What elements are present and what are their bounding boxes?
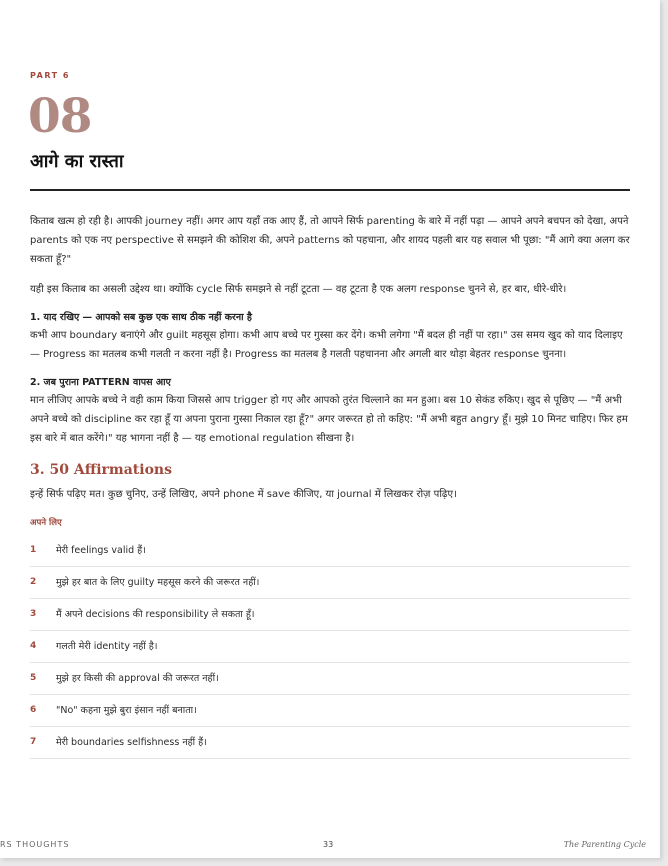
list-item-number: 3: [30, 609, 37, 619]
footer-running-head: RS THOUGHTS: [0, 840, 70, 849]
list-item: [30, 631, 630, 663]
affirmations-list-label: अपने लिए: [30, 518, 62, 528]
point-1-body: कभी आप boundary बनाएंगे और guilt महसूस होगा। कभी आप बच्चे पर गुस्सा कर देंगे। कभी लगेगा "मैं बदल ही नहीं पा रहा।" उस समय खुद को याद दिलाइए — Progress का मतलब कभी गलती न करना नहीं है। Progress का मतलब है गलती पहचानना और अगली बार थोड़ा बेहतर response चुनना।: [30, 330, 623, 360]
list-item: [30, 663, 630, 695]
list-item-text: मैं अपने decisions की responsibility ले सकता हूँ।: [56, 609, 255, 620]
list-item-number: 7: [30, 737, 37, 747]
page-footer: [0, 838, 660, 852]
point-2-heading: 2. जब पुराना PATTERN वापस आए: [30, 377, 171, 388]
list-item: [30, 599, 630, 631]
chapter-number: 08: [28, 89, 92, 144]
part-label: PART 6: [30, 71, 70, 80]
list-item-number: 6: [30, 705, 37, 715]
list-item: [30, 535, 630, 567]
chapter-title: आगे का रास्ता: [30, 151, 124, 172]
list-item-text: गलती मेरी identity नहीं है।: [56, 641, 158, 652]
point-1-heading: 1. याद रखिए — आपको सब कुछ एक साथ ठीक नहीं करना है: [30, 312, 252, 323]
footer-book-title: The Parenting Cycle: [563, 840, 646, 849]
list-item-text: मेरी boundaries selfishness नहीं हैं।: [56, 737, 207, 748]
affirmations-list: [30, 535, 630, 759]
chapter-body: [30, 212, 630, 759]
list-item-number: 1: [30, 545, 37, 555]
list-item-text: मुझे हर बात के लिए guilty महसूस करने की जरूरत नहीं।: [56, 577, 260, 588]
list-item-number: 4: [30, 641, 37, 651]
list-item: [30, 695, 630, 727]
list-item: [30, 567, 630, 599]
intro-paragraph-1: किताब खत्म हो रही है। आपकी journey नहीं। अगर आप यहाँ तक आए हैं, तो आपने सिर्फ parenting के बारे में नहीं पढ़ा — आपने अपने बचपन को देखा, अपने parents को एक नए perspective से समझने की कोशिश की, अपने patterns को पहचाना, और शायद पहली बार यह सवाल भी पूछा: "मैं आगे क्या अलग कर सकता हूँ?": [30, 216, 630, 265]
list-item: [30, 727, 630, 759]
page-number: 33: [323, 840, 334, 849]
point-2-body: मान लीजिए आपके बच्चे ने वही काम किया जिससे आप trigger हो गए और आपको तुरंत चिल्लाने का मन हुआ। बस 10 सेकंड रुकिए। खुद से पूछिए — "मैं अभी अपने बच्चे को discipline कर रहा हूँ या अपना पुराना गुस्सा निकाल रहा हूँ?" अगर जरूरत हो तो कहिए: "मैं अभी बहुत angry हूँ। मुझे 10 मिनट चाहिए। फिर हम इस बारे में बात करेंगे।" यह भागना नहीं है — यह emotional regulation सीखना है।: [30, 395, 628, 444]
title-divider: [30, 189, 630, 191]
list-item-number: 5: [30, 673, 37, 683]
list-item-text: मुझे हर किसी की approval की जरूरत नहीं।: [56, 673, 219, 684]
list-item-text: "No" कहना मुझे बुरा इंसान नहीं बनाता।: [56, 705, 197, 716]
list-item-text: मेरी feelings valid हैं।: [56, 545, 146, 556]
list-item-number: 2: [30, 577, 37, 587]
affirmations-intro: इन्हें सिर्फ पढ़िए मत। कुछ चुनिए, उन्हें लिखिए, अपने phone में save कीजिए, या journal में लिखकर रोज़ पढ़िए।: [30, 489, 457, 500]
intro-paragraph-2: यही इस किताब का असली उद्देश्य था। क्योंकि cycle सिर्फ समझने से नहीं टूटता — वह टूटता है एक अलग response चुनने से, हर बार, धीरे-धीरे।: [30, 284, 567, 295]
affirmations-title: 3. 50 Affirmations: [30, 462, 172, 478]
